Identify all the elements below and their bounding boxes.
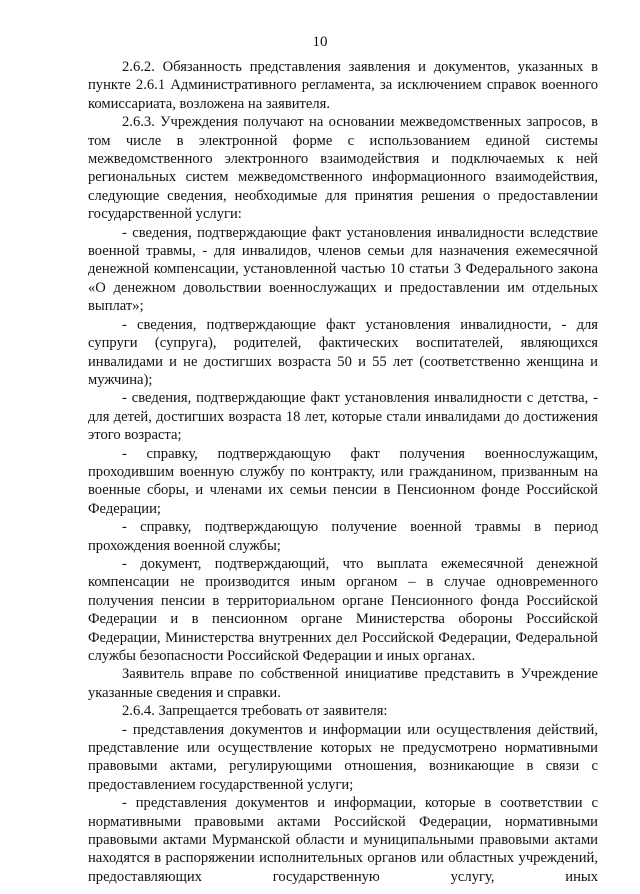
paragraph-2-6-2: 2.6.2. Обязанность представления заявления и документов, указанных в пункте 2.6.1 Административного регламента, за исключением справок военного комиссариата, возложена на заявителя.	[88, 59, 598, 112]
paragraph-applicant-right: Заявитель вправе по собственной инициативе представить в Учреждение указанные сведения и справки.	[88, 666, 598, 701]
list-item-prohibited-information: - представления документов и информации, которые в соответствии с нормативными правовыми актами Российской Федерации, нормативными правовыми актами Мурманской области и муниципальными правовыми актами находятся в распоряжении исполнительных органов или областных учреждений, предоставляющих государственную услугу, иных	[88, 795, 598, 885]
list-item-disability-military-trauma: - сведения, подтверждающие факт установления инвалидности вследствие военной травмы, - для инвалидов, членов семьи для назначения ежемесячной денежной компенсации, установленной частью 10 статьи 3 Федерального закона «О денежном довольствии военнослужащих и предоставлении им отдельных выплат»;	[88, 224, 598, 315]
paragraph-2-6-3: 2.6.3. Учреждения получают на основании межведомственных запросов, в том числе в электронной форме с использованием единой системы межведомственного электронного взаимодействия и подключаемых к ней региональных систем межведомственного информационного взаимодействия, следующие сведения, необходимые для принятия решения о предоставлении государственной услуги:	[88, 114, 598, 223]
paragraph-2-6-4: 2.6.4. Запрещается требовать от заявителя:	[122, 703, 388, 720]
list-item-prohibited-documents: - представления документов и информации или осуществления действий, представление или осуществление которых не предусмотрено нормативными правовыми актами, регулирующими отношения, возникающие в связи с предоставлением государственной услуги;	[88, 721, 598, 793]
page-number: 10	[312, 34, 328, 50]
list-item-compensation-document: - документ, подтверждающий, что выплата ежемесячной денежной компенсации не производится иным органом – в случае одновременного получения пенсии в территориальном органе Пенсионного фонда Российской Федерации и в пенсионном органе Министерства обороны Российской Федерации, Министерства внутренних дел Российской Федерации, Федеральной службы безопасности Российской Федерации и иных органах.	[88, 555, 598, 664]
document-body	[88, 58, 598, 886]
list-item-disability-spouse-parents: - сведения, подтверждающие факт установления инвалидности, - для супруги (супруга), родителей, фактических воспитателей, являющихся инвалидами и не достигших возраста 50 и 55 лет (соответственно женщина и мужчина);	[88, 316, 598, 388]
list-item-pension-certificate: - справку, подтверждающую факт получения военнослужащим, проходившим военную службу по контракту, или гражданином, призванным на военные сборы, и членами их семьи пенсии в Пенсионном фонде Российской Федерации;	[88, 445, 598, 517]
list-item-disability-since-childhood: - сведения, подтверждающие факт установления инвалидности с детства, - для детей, достигших возраста 18 лет, которые стали инвалидами до достижения этого возраста;	[88, 390, 598, 444]
list-item-military-trauma-certificate: - справку, подтверждающую получение военной травмы в период прохождения военной службы;	[88, 519, 598, 554]
